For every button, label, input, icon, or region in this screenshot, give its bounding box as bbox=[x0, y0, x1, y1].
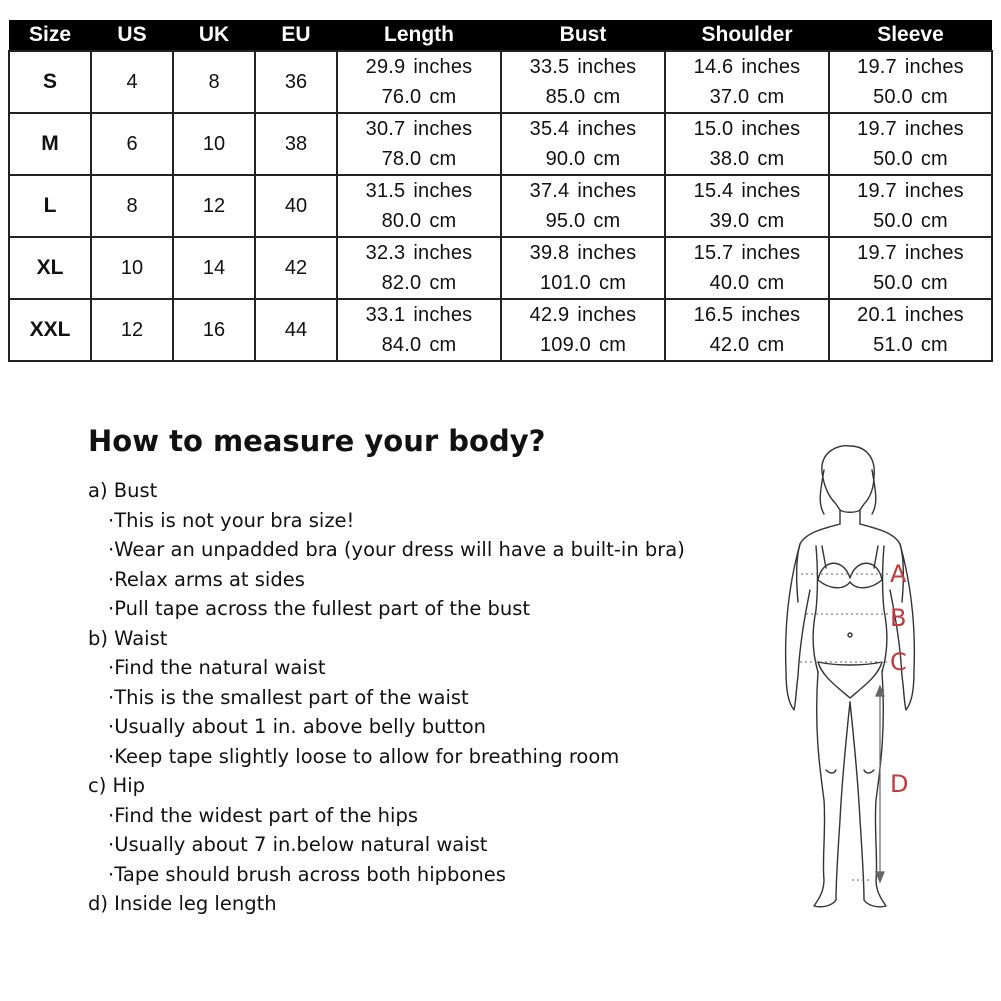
value-cm bbox=[338, 330, 500, 360]
number: 33.1 bbox=[365, 304, 406, 326]
cell-us: 10 bbox=[91, 237, 173, 299]
number: 19.7 bbox=[857, 242, 897, 264]
number: 16.5 bbox=[693, 304, 734, 326]
number: 33.5 bbox=[529, 56, 570, 78]
header-sleeve: Sleeve bbox=[829, 20, 992, 51]
cell-bust bbox=[501, 237, 665, 299]
table-row bbox=[9, 51, 992, 113]
value-in bbox=[830, 300, 991, 330]
cell-size: XXL bbox=[9, 299, 91, 361]
unit: inches bbox=[904, 56, 964, 78]
number: 78.0 bbox=[381, 148, 422, 170]
guide-tip: ·Tape should brush across both hipbones bbox=[108, 862, 506, 886]
guide-tip: ·Relax arms at sides bbox=[108, 567, 305, 591]
value-in bbox=[502, 176, 664, 206]
unit: cm bbox=[599, 272, 627, 294]
value-in bbox=[830, 238, 991, 268]
unit: cm bbox=[757, 86, 785, 108]
table-row bbox=[9, 299, 992, 361]
number: 109.0 bbox=[539, 334, 591, 356]
cell-length bbox=[337, 299, 501, 361]
guide-tip: ·Find the natural waist bbox=[108, 656, 326, 679]
unit: inches bbox=[904, 118, 964, 140]
unit: cm bbox=[757, 272, 785, 294]
value-cm bbox=[502, 144, 664, 174]
size-chart-table bbox=[8, 20, 993, 362]
number: 101.0 bbox=[539, 272, 591, 294]
unit: inches bbox=[413, 56, 473, 78]
unit: inches bbox=[413, 118, 473, 140]
guide-tip: ·Usually about 7 in.below natural waist bbox=[108, 833, 488, 856]
number: 90.0 bbox=[545, 148, 586, 170]
cell-sleeve bbox=[829, 51, 992, 113]
body-outline-figure bbox=[760, 440, 940, 920]
unit: cm bbox=[593, 86, 621, 108]
cell-eu: 42 bbox=[255, 237, 337, 299]
unit: cm bbox=[593, 148, 621, 170]
value-cm bbox=[502, 268, 664, 298]
unit: cm bbox=[920, 86, 948, 108]
torso-outline bbox=[797, 524, 907, 672]
unit: inches bbox=[577, 242, 637, 264]
value-in bbox=[338, 52, 500, 82]
guide-section bbox=[88, 889, 685, 919]
value-in bbox=[830, 52, 991, 82]
number: 50.0 bbox=[873, 210, 913, 232]
number: 84.0 bbox=[381, 334, 422, 356]
cell-bust bbox=[501, 113, 665, 175]
cell-shoulder bbox=[665, 299, 829, 361]
cell-uk: 12 bbox=[173, 175, 255, 237]
value-cm bbox=[338, 82, 500, 112]
unit: inches bbox=[577, 304, 637, 326]
unit: cm bbox=[757, 334, 785, 356]
guide-tip: ·Keep tape slightly loose to allow for breathing room bbox=[108, 744, 620, 768]
unit: cm bbox=[599, 334, 627, 356]
cell-eu: 38 bbox=[255, 113, 337, 175]
value-in bbox=[502, 238, 664, 268]
cell-length bbox=[337, 51, 501, 113]
value-cm bbox=[338, 206, 500, 236]
cell-size: M bbox=[9, 113, 91, 175]
section-heading: b) Waist bbox=[88, 626, 168, 650]
header-eu: EU bbox=[255, 20, 337, 51]
value-in bbox=[338, 300, 500, 330]
unit: cm bbox=[757, 210, 785, 232]
cell-eu: 40 bbox=[255, 175, 337, 237]
number: 42.9 bbox=[529, 304, 570, 326]
unit: inches bbox=[741, 180, 801, 202]
value-in bbox=[666, 52, 828, 82]
cell-shoulder bbox=[665, 51, 829, 113]
number: 14.6 bbox=[693, 56, 734, 78]
unit: cm bbox=[429, 210, 457, 232]
value-in bbox=[502, 52, 664, 82]
value-cm bbox=[830, 144, 991, 174]
cell-bust bbox=[501, 299, 665, 361]
guide-section bbox=[88, 476, 685, 624]
value-cm bbox=[830, 82, 991, 112]
cell-us: 12 bbox=[91, 299, 173, 361]
number: 50.0 bbox=[873, 148, 913, 170]
guide-tip: ·Usually about 1 in. above belly button bbox=[108, 715, 487, 738]
cell-length bbox=[337, 175, 501, 237]
number: 39.0 bbox=[709, 210, 750, 232]
number: 82.0 bbox=[381, 272, 422, 294]
cell-size: XL bbox=[9, 237, 91, 299]
number: 51.0 bbox=[873, 334, 913, 356]
number: 35.4 bbox=[529, 118, 570, 140]
value-cm bbox=[830, 268, 991, 298]
briefs-outline bbox=[818, 662, 882, 698]
header-bust: Bust bbox=[501, 20, 665, 51]
number: 37.4 bbox=[529, 180, 570, 202]
header-size: Size bbox=[9, 20, 91, 51]
number: 37.0 bbox=[709, 86, 750, 108]
unit: cm bbox=[920, 334, 948, 356]
number: 40.0 bbox=[709, 272, 750, 294]
value-in bbox=[666, 300, 828, 330]
value-cm bbox=[666, 206, 828, 236]
cell-us: 6 bbox=[91, 113, 173, 175]
value-in bbox=[502, 114, 664, 144]
cell-eu: 36 bbox=[255, 51, 337, 113]
table-row bbox=[9, 113, 992, 175]
value-in bbox=[338, 238, 500, 268]
unit: cm bbox=[920, 148, 948, 170]
unit: inches bbox=[741, 56, 801, 78]
unit: cm bbox=[429, 148, 457, 170]
number: 50.0 bbox=[873, 86, 913, 108]
unit: inches bbox=[904, 304, 964, 326]
value-cm bbox=[502, 330, 664, 360]
cell-uk: 14 bbox=[173, 237, 255, 299]
number: 38.0 bbox=[709, 148, 750, 170]
value-cm bbox=[830, 206, 991, 236]
unit: inches bbox=[413, 242, 473, 264]
cell-eu: 44 bbox=[255, 299, 337, 361]
number: 31.5 bbox=[365, 180, 406, 202]
guide-title: How to measure your body? bbox=[88, 424, 546, 458]
cell-sleeve bbox=[829, 299, 992, 361]
unit: inches bbox=[577, 56, 637, 78]
unit: inches bbox=[577, 180, 637, 202]
value-cm bbox=[666, 144, 828, 174]
cell-shoulder bbox=[665, 113, 829, 175]
number: 19.7 bbox=[857, 180, 897, 202]
value-in bbox=[666, 176, 828, 206]
number: 42.0 bbox=[709, 334, 750, 356]
value-in bbox=[502, 300, 664, 330]
table-header-row bbox=[9, 20, 992, 51]
guide-tip: ·This is the smallest part of the waist bbox=[108, 685, 469, 709]
number: 19.7 bbox=[857, 56, 897, 78]
cell-size: S bbox=[9, 51, 91, 113]
number: 76.0 bbox=[381, 86, 422, 108]
cell-uk: 10 bbox=[173, 113, 255, 175]
marker-b: B bbox=[890, 604, 907, 632]
value-in bbox=[338, 114, 500, 144]
unit: cm bbox=[920, 272, 948, 294]
number: 39.8 bbox=[529, 242, 570, 264]
cell-uk: 16 bbox=[173, 299, 255, 361]
unit: cm bbox=[757, 148, 785, 170]
section-heading: a) Bust bbox=[88, 479, 158, 502]
cell-sleeve bbox=[829, 175, 992, 237]
unit: inches bbox=[577, 118, 637, 140]
header-uk: UK bbox=[173, 20, 255, 51]
number: 29.9 bbox=[365, 56, 406, 78]
cell-us: 8 bbox=[91, 175, 173, 237]
number: 15.0 bbox=[693, 118, 734, 140]
unit: inches bbox=[904, 242, 964, 264]
guide-tip: ·This is not your bra size! bbox=[108, 508, 355, 532]
guide-section bbox=[88, 771, 685, 889]
unit: cm bbox=[920, 210, 948, 232]
unit: cm bbox=[429, 86, 457, 108]
value-cm bbox=[666, 330, 828, 360]
cell-uk: 8 bbox=[173, 51, 255, 113]
number: 19.7 bbox=[857, 118, 897, 140]
guide-tip: ·Find the widest part of the hips bbox=[108, 803, 418, 827]
unit: cm bbox=[429, 272, 457, 294]
cell-bust bbox=[501, 175, 665, 237]
unit: inches bbox=[741, 118, 801, 140]
number: 15.4 bbox=[693, 180, 734, 202]
head-outline bbox=[822, 446, 874, 513]
leg-left bbox=[814, 672, 850, 907]
header-length: Length bbox=[337, 20, 501, 51]
bra-outline bbox=[818, 563, 882, 588]
value-cm bbox=[338, 268, 500, 298]
unit: inches bbox=[741, 304, 801, 326]
measurement-guide-list bbox=[88, 476, 685, 919]
section-heading: c) Hip bbox=[88, 774, 145, 797]
header-us: US bbox=[91, 20, 173, 51]
arm-left bbox=[786, 544, 810, 710]
cell-length bbox=[337, 113, 501, 175]
cell-sleeve bbox=[829, 113, 992, 175]
value-in bbox=[666, 114, 828, 144]
value-cm bbox=[502, 206, 664, 236]
value-cm bbox=[338, 144, 500, 174]
marker-c: C bbox=[890, 648, 907, 676]
table-row bbox=[9, 237, 992, 299]
unit: cm bbox=[429, 334, 457, 356]
guide-tip: ·Pull tape across the fullest part of the bust bbox=[108, 597, 531, 620]
value-cm bbox=[502, 82, 664, 112]
value-in bbox=[338, 176, 500, 206]
unit: inches bbox=[413, 304, 473, 326]
number: 80.0 bbox=[381, 210, 422, 232]
value-cm bbox=[666, 268, 828, 298]
value-cm bbox=[666, 82, 828, 112]
table-body bbox=[9, 51, 992, 361]
number: 30.7 bbox=[365, 118, 406, 140]
cell-sleeve bbox=[829, 237, 992, 299]
number: 20.1 bbox=[857, 304, 897, 326]
cell-us: 4 bbox=[91, 51, 173, 113]
table-row bbox=[9, 175, 992, 237]
unit: cm bbox=[593, 210, 621, 232]
unit: inches bbox=[413, 180, 473, 202]
guide-tip: ·Wear an unpadded bra (your dress will have a built-in bra) bbox=[108, 538, 685, 561]
value-in bbox=[830, 114, 991, 144]
unit: inches bbox=[741, 242, 801, 264]
cell-shoulder bbox=[665, 237, 829, 299]
section-heading: d) Inside leg length bbox=[88, 892, 277, 915]
number: 85.0 bbox=[545, 86, 586, 108]
cell-length bbox=[337, 237, 501, 299]
cell-size: L bbox=[9, 175, 91, 237]
cell-shoulder bbox=[665, 175, 829, 237]
number: 15.7 bbox=[693, 242, 734, 264]
marker-d: D bbox=[890, 770, 909, 798]
number: 32.3 bbox=[365, 242, 406, 264]
number: 95.0 bbox=[545, 210, 586, 232]
guide-section bbox=[88, 624, 685, 772]
unit: inches bbox=[904, 180, 964, 202]
value-cm bbox=[830, 330, 991, 360]
header-shoulder: Shoulder bbox=[665, 20, 829, 51]
value-in bbox=[830, 176, 991, 206]
number: 50.0 bbox=[873, 272, 913, 294]
marker-a: A bbox=[890, 560, 907, 588]
value-in bbox=[666, 238, 828, 268]
cell-bust bbox=[501, 51, 665, 113]
